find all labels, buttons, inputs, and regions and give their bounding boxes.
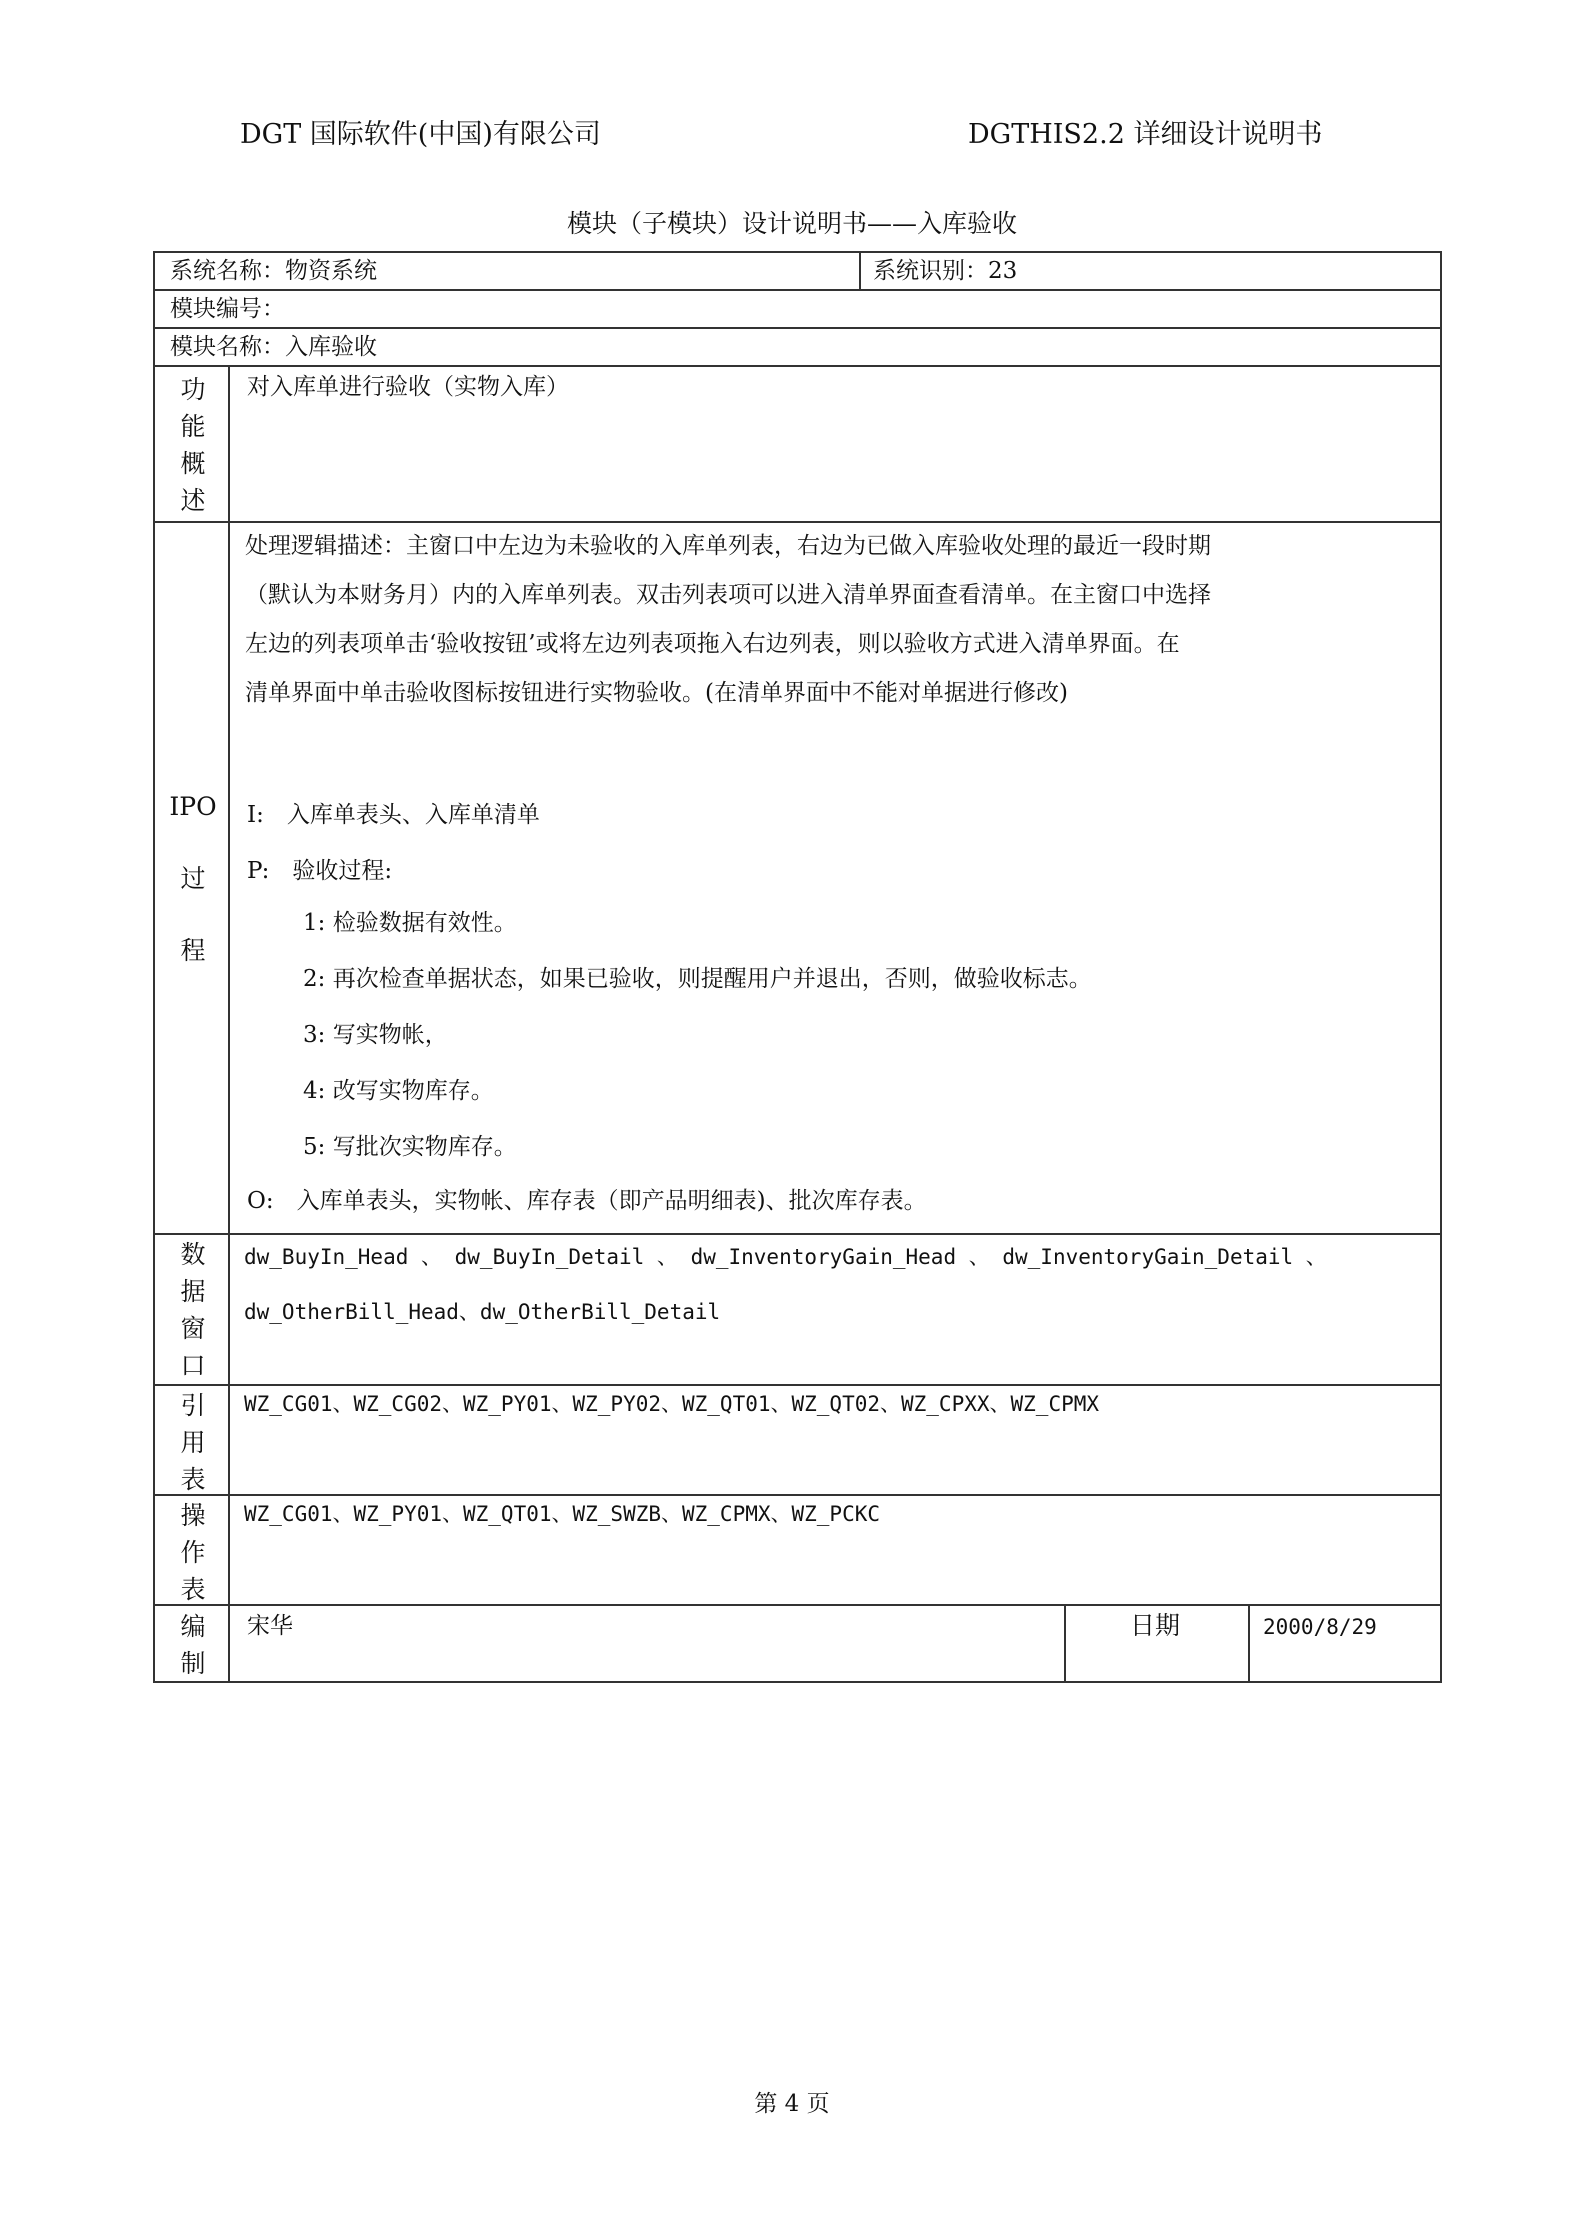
table-divider [153, 1494, 1442, 1496]
table-divider-system-id [859, 251, 861, 289]
ipo-step: 5: 写批次实物库存。 [303, 1134, 517, 1160]
label-char: 表 [180, 1465, 206, 1494]
label-char: 过 [180, 864, 206, 893]
ipo-description-line: 清单界面中单击验收图标按钮进行实物验收。(在清单界面中不能对单据进行修改) [245, 680, 1068, 706]
page-number: 第 4 页 [754, 2091, 830, 2117]
label-char: 制 [180, 1649, 206, 1678]
ipo-description-line: 左边的列表项单击‘验收按钮’或将左边列表项拖入右边列表，则以验收方式进入清单界面。在 [245, 631, 1180, 657]
label-char: 编 [180, 1612, 206, 1641]
date-label: 日期 [1130, 1611, 1181, 1640]
table-border-left [153, 251, 155, 1683]
document-title: 模块（子模块）设计说明书——入库验收 [566, 209, 1017, 238]
ipo-step: 1: 检验数据有效性。 [303, 910, 517, 936]
ipo-process: P: 验收过程: [247, 858, 393, 884]
ref-tables: WZ_CG01、WZ_CG02、WZ_PY01、WZ_PY02、WZ_QT01、WZ_QT02、WZ_CPXX、WZ_CPMX [244, 1392, 1100, 1416]
label-char: 程 [180, 936, 206, 965]
system-id: 系统识别：23 [873, 258, 1018, 284]
ipo-output: O: 入库单表头，实物帐、库存表（即产品明细表)、批次库存表。 [247, 1188, 927, 1214]
data-window-line: dw_OtherBill_Head、dw_OtherBill_Detail [244, 1300, 721, 1324]
author-name: 宋华 [247, 1613, 293, 1639]
label-char: 数 [180, 1240, 206, 1269]
label-char: 用 [180, 1428, 206, 1457]
table-divider-date-label [1064, 1604, 1066, 1683]
ipo-input: I: 入库单表头、入库单清单 [247, 802, 540, 828]
system-name: 系统名称：物资系统 [170, 258, 377, 284]
label-char: 窗 [180, 1314, 206, 1343]
label-char: IPO [169, 792, 217, 821]
label-char: 述 [180, 486, 206, 515]
ipo-description-line: （默认为本财务月）内的入库单列表。双击列表项可以进入清单界面查看清单。在主窗口中选择 [245, 582, 1211, 608]
table-border-right [1440, 251, 1442, 1683]
module-name: 模块名称：入库验收 [170, 334, 377, 360]
ipo-step: 3: 写实物帐， [303, 1022, 448, 1048]
label-char: 概 [180, 449, 206, 478]
table-divider [153, 1233, 1442, 1235]
date-value: 2000/8/29 [1263, 1615, 1377, 1639]
page-header-right: DGTHIS2.2 详细设计说明书 [968, 119, 1323, 150]
data-window-line: dw_BuyIn_Head 、 dw_BuyIn_Detail 、 dw_InventoryGain_Head 、 dw_InventoryGain_Detail 、 [244, 1245, 1327, 1269]
table-divider [153, 289, 1442, 291]
label-char: 表 [180, 1575, 206, 1604]
label-char: 作 [180, 1538, 206, 1567]
table-border-top [153, 251, 1442, 253]
table-divider [153, 365, 1442, 367]
ipo-description [245, 522, 1435, 718]
ipo-step: 2: 再次检查单据状态，如果已验收，则提醒用户并退出，否则，做验收标志。 [303, 966, 1092, 992]
label-char: 口 [180, 1351, 206, 1380]
op-tables: WZ_CG01、WZ_PY01、WZ_QT01、WZ_SWZB、WZ_CPMX、WZ_PCKC [244, 1502, 881, 1526]
label-char: 据 [180, 1277, 206, 1306]
module-code: 模块编号： [170, 296, 285, 322]
label-char: 引 [180, 1391, 206, 1420]
table-divider [153, 327, 1442, 329]
ipo-step: 4: 改写实物库存。 [303, 1078, 494, 1104]
function-summary: 对入库单进行验收（实物入库） [247, 374, 569, 400]
ipo-description-line: 处理逻辑描述：主窗口中左边为未验收的入库单列表，右边为已做入库验收处理的最近一段时期 [245, 533, 1211, 559]
page-header-left: DGT 国际软件(中国)有限公司 [240, 119, 601, 150]
label-char: 功 [180, 375, 206, 404]
table-divider [153, 1384, 1442, 1386]
label-char: 能 [180, 412, 206, 441]
label-char: 操 [180, 1501, 206, 1530]
table-divider-date-value [1248, 1604, 1250, 1683]
